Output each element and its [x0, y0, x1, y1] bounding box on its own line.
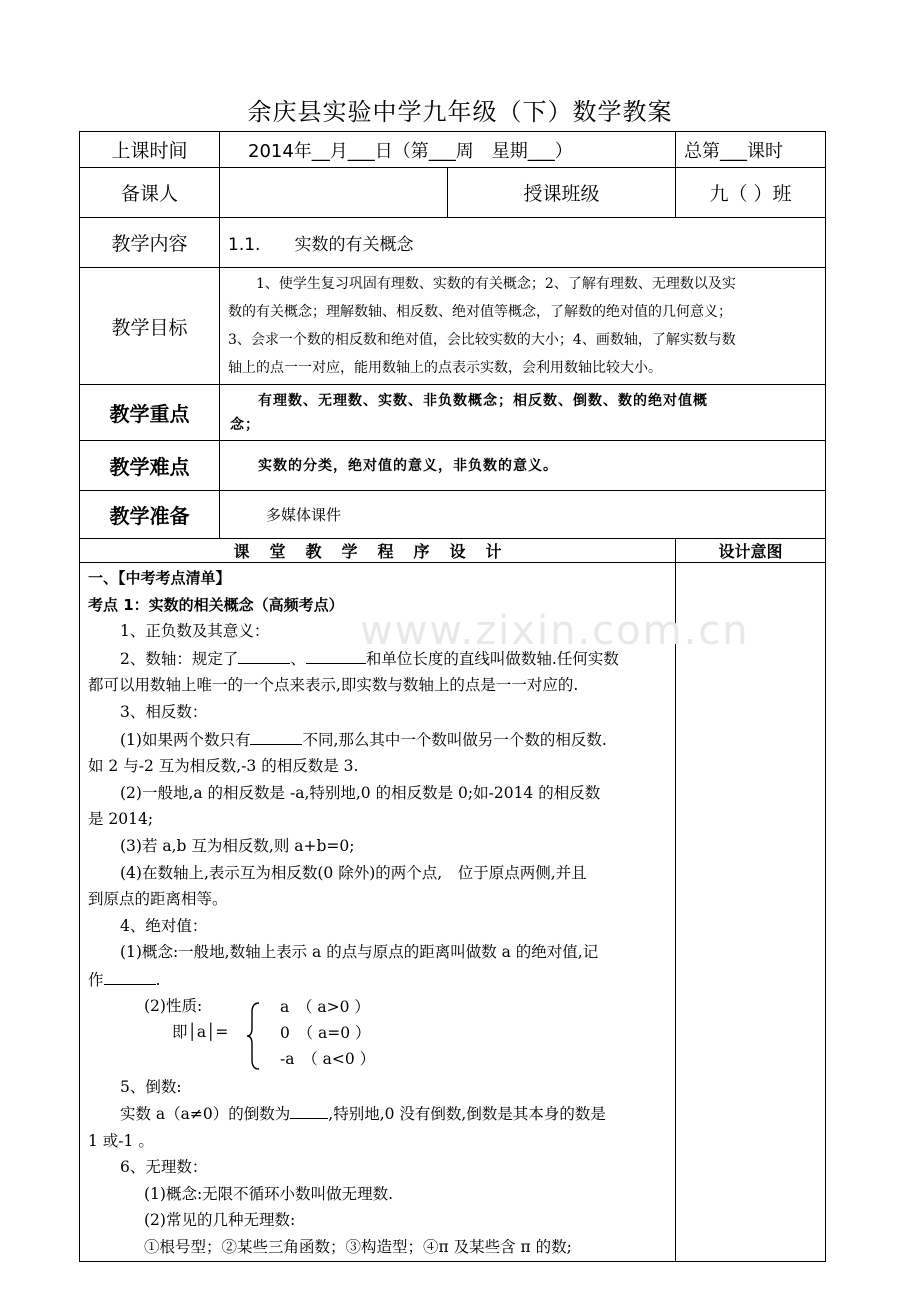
case-positive: a （ a>0 ）	[280, 997, 370, 1016]
fill-blank	[250, 726, 302, 745]
case-zero: 0 （ a=0 ）	[280, 1023, 371, 1042]
item-4: 4、绝对值：	[120, 916, 208, 935]
watermark: www.zixin.com.cn	[360, 608, 750, 654]
row-program-body	[80, 563, 826, 1262]
point-title: 考点 1：实数的相关概念（高频考点）	[88, 595, 344, 614]
row-preparer	[80, 168, 826, 218]
row-preparation	[80, 491, 826, 539]
fill-blank	[306, 645, 366, 664]
item-5-1: 实数 a（a≠0）的倒数为 ,特别地,0 没有倒数,倒数是其本身的数是	[88, 1100, 669, 1128]
key-points-label: 教学重点	[80, 385, 220, 441]
item-2-cont: 都可以用数轴上唯一的一个点来表示,即实数与数轴上的点是一一对应的.	[88, 676, 579, 695]
content-value: 1.1. 实数的有关概念	[220, 218, 826, 268]
content-label: 教学内容	[80, 218, 220, 268]
row-content	[80, 218, 826, 268]
row-objectives	[80, 268, 826, 385]
item-1: 1、正负数及其意义：	[120, 622, 270, 641]
fill-blank	[238, 645, 290, 664]
item-3-3: (3)若 a,b 互为相反数,则 a+b=0;	[120, 836, 355, 855]
item-3: 3、相反数：	[120, 702, 208, 721]
difficulties-text: 实数的分类，绝对值的意义，非负数的意义。	[220, 441, 826, 491]
abs-value-definition	[88, 994, 669, 1074]
objective-line-3: 3、会求一个数的相反数和绝对值，会比较实数的大小；4、画数轴，了解实数与数	[228, 332, 736, 348]
key-points-line-1: 有理数、无理数、实数、非负数概念；相反数、倒数、数的绝对值概	[258, 392, 708, 409]
preparation-text: 多媒体课件	[220, 491, 826, 539]
abs-cases	[280, 994, 375, 1072]
property-label: (2)性质:	[144, 996, 203, 1015]
key-points-line-2: 念；	[230, 416, 260, 433]
item-3-4: (4)在数轴上,表示互为相反数(0 除外)的两个点, 位于原点两侧,并且	[120, 863, 587, 882]
objectives-text	[220, 268, 826, 385]
fill-blank	[104, 966, 156, 985]
row-difficulties	[80, 441, 826, 491]
item-6-2: (2)常见的几种无理数:	[144, 1211, 296, 1230]
item-5-cont: 1 或-1 。	[88, 1131, 154, 1150]
item-5: 5、倒数:	[120, 1077, 182, 1096]
lesson-plan-table	[79, 131, 826, 1262]
preparer-value	[220, 168, 448, 218]
objectives-label: 教学目标	[80, 268, 220, 385]
row-program-header	[80, 539, 826, 563]
item-2: 2、数轴：规定了 、 和单位长度的直线叫做数轴.任何实数	[88, 645, 669, 673]
objective-line-2: 数的有关概念；理解数轴、相反数、绝对值等概念，了解数的绝对值的几何意义；	[228, 304, 732, 320]
page-title: 余庆县实验中学九年级（下）数学教案	[247, 98, 673, 126]
item-3-1-cont: 如 2 与-2 互为相反数,-3 的相反数是 3.	[88, 757, 359, 776]
item-4-1: (1)概念:一般地,数轴上表示 a 的点与原点的距离叫做数 a 的绝对值,记	[120, 943, 599, 962]
program-body	[80, 563, 676, 1262]
class-time-label: 上课时间	[80, 132, 220, 168]
preparer-label: 备课人	[80, 168, 220, 218]
key-points-text	[220, 385, 826, 441]
item-3-4-cont: 到原点的距离相等。	[88, 890, 228, 909]
item-3-1: (1)如果两个数只有 不同,那么其中一个数叫做另一个数的相反数.	[88, 726, 669, 754]
fill-blank	[290, 1100, 328, 1119]
class-time-value: 2014年__月___日（第___周 星期___）	[220, 132, 676, 168]
item-3-2: (2)一般地,a 的相反数是 -a,特别地,0 的相反数是 0;如-2014 的相反数	[120, 783, 601, 802]
row-key-points	[80, 385, 826, 441]
class-label: 授课班级	[448, 168, 676, 218]
design-intent-heading: 设计意图	[676, 539, 826, 563]
item-6-3: ①根号型；②某些三角函数；③构造型；④π 及某些含 π 的数;	[144, 1238, 572, 1257]
program-heading: 课堂教学程序设计	[80, 539, 676, 563]
section-title: 一、【中考考点清单】	[88, 569, 231, 587]
item-4-1-cont: 作 .	[88, 966, 669, 994]
design-intent-body	[676, 563, 826, 1262]
difficulties-label: 教学难点	[80, 441, 220, 491]
brace-icon	[246, 1002, 260, 1070]
objective-line-4: 轴上的点一一对应，能用数轴上的点表示实数，会利用数轴比较大小。	[228, 360, 662, 376]
class-value: 九（ ）班	[676, 168, 826, 218]
item-6-1: (1)概念:无限不循环小数叫做无理数.	[144, 1184, 394, 1203]
preparation-label: 教学准备	[80, 491, 220, 539]
case-negative: -a （ a<0 ）	[280, 1049, 376, 1068]
item-6: 6、无理数：	[120, 1158, 208, 1177]
row-class-time	[80, 132, 826, 168]
item-3-2-cont: 是 2014;	[88, 810, 154, 829]
abs-expression: 即│a│=	[172, 1022, 229, 1041]
objective-line-1: 1、使学生复习巩固有理数、实数的有关概念；2、了解有理数、无理数以及实	[256, 276, 736, 292]
total-period-value: 总第___课时	[676, 132, 826, 168]
